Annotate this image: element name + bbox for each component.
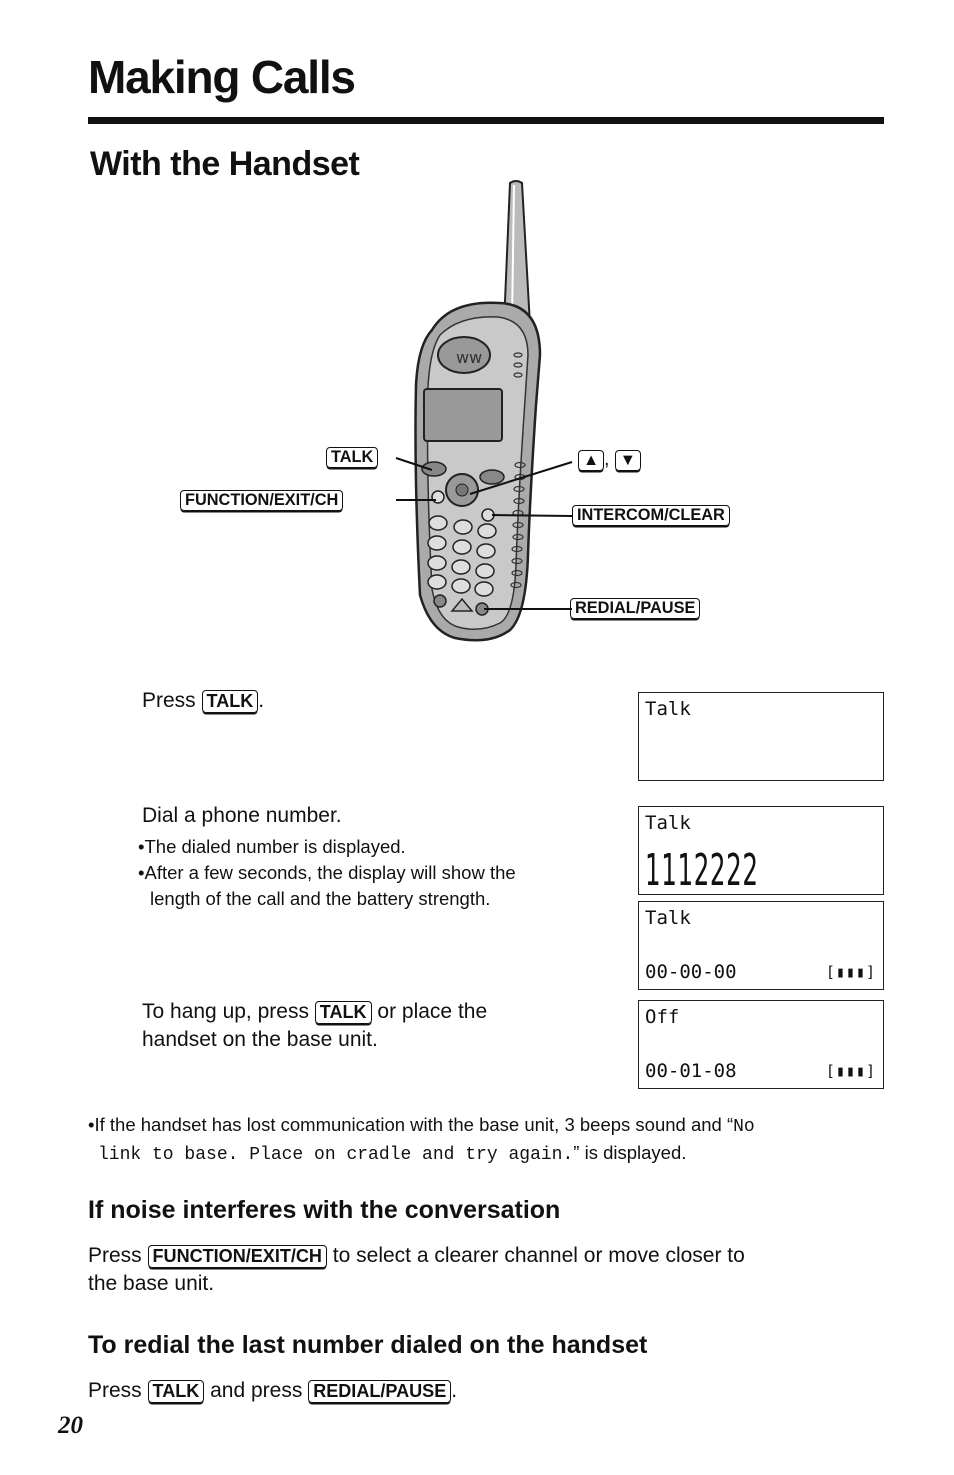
talk-key: TALK	[326, 447, 378, 468]
talk-key: TALK	[148, 1380, 205, 1403]
callout-leader-lines	[0, 0, 954, 700]
noise-text: Press FUNCTION/EXIT/CH to select a clearer channel or move closer to the base unit.	[88, 1244, 745, 1295]
dialed-number: 1112222	[645, 845, 759, 896]
step-3: To hang up, press TALK or place the handset on the base unit.	[142, 1000, 488, 1051]
talk-callout	[326, 446, 378, 468]
svg-text:ww: ww	[456, 348, 483, 367]
redial-callout	[570, 597, 700, 619]
updown-callout: ▲ , ▼	[578, 449, 641, 471]
no-link-note: •If the handset has lost communication with the base unit, 3 beeps sound and “No link to base. Place on cradle and try again.” is displayed.	[88, 1114, 755, 1165]
battery-icon: [▮▮▮]	[825, 1062, 876, 1080]
function-exit-ch-key: FUNCTION/EXIT/CH	[148, 1245, 327, 1268]
up-arrow-icon: ▲	[578, 450, 604, 471]
page-number: 20	[58, 1412, 83, 1439]
talk-key: TALK	[202, 690, 259, 713]
redial-pause-key: REDIAL/PAUSE	[570, 598, 700, 619]
redial-heading: To redial the last number dialed on the handset	[88, 1331, 648, 1359]
display-call-off: Off 00-01-08 [▮▮▮]	[638, 1000, 884, 1089]
down-arrow-icon: ▼	[615, 450, 641, 471]
display-dialed-number: Talk 1112222	[638, 806, 884, 895]
intercom-clear-key: INTERCOM/CLEAR	[572, 505, 730, 526]
section-title: With the Handset	[90, 145, 360, 183]
intercom-callout	[572, 504, 730, 526]
battery-icon: [▮▮▮]	[825, 963, 876, 981]
step-2: Dial a phone number. •The dialed number is displayed. •After a few seconds, the display will show the length of the call and the battery strength.	[138, 804, 516, 909]
redial-text: Press TALK and press REDIAL/PAUSE .	[88, 1379, 458, 1402]
noise-heading: If noise interferes with the conversation	[88, 1196, 561, 1224]
step-1: Press TALK .	[142, 689, 265, 712]
display-call-timer: Talk 00-00-00 [▮▮▮]	[638, 901, 884, 990]
redial-pause-key: REDIAL/PAUSE	[308, 1380, 451, 1403]
function-exit-ch-key: FUNCTION/EXIT/CH	[180, 490, 343, 511]
page-title: Making Calls	[88, 51, 355, 103]
function-callout	[180, 489, 343, 511]
talk-key: TALK	[315, 1001, 372, 1024]
display-talk: Talk	[638, 692, 884, 781]
